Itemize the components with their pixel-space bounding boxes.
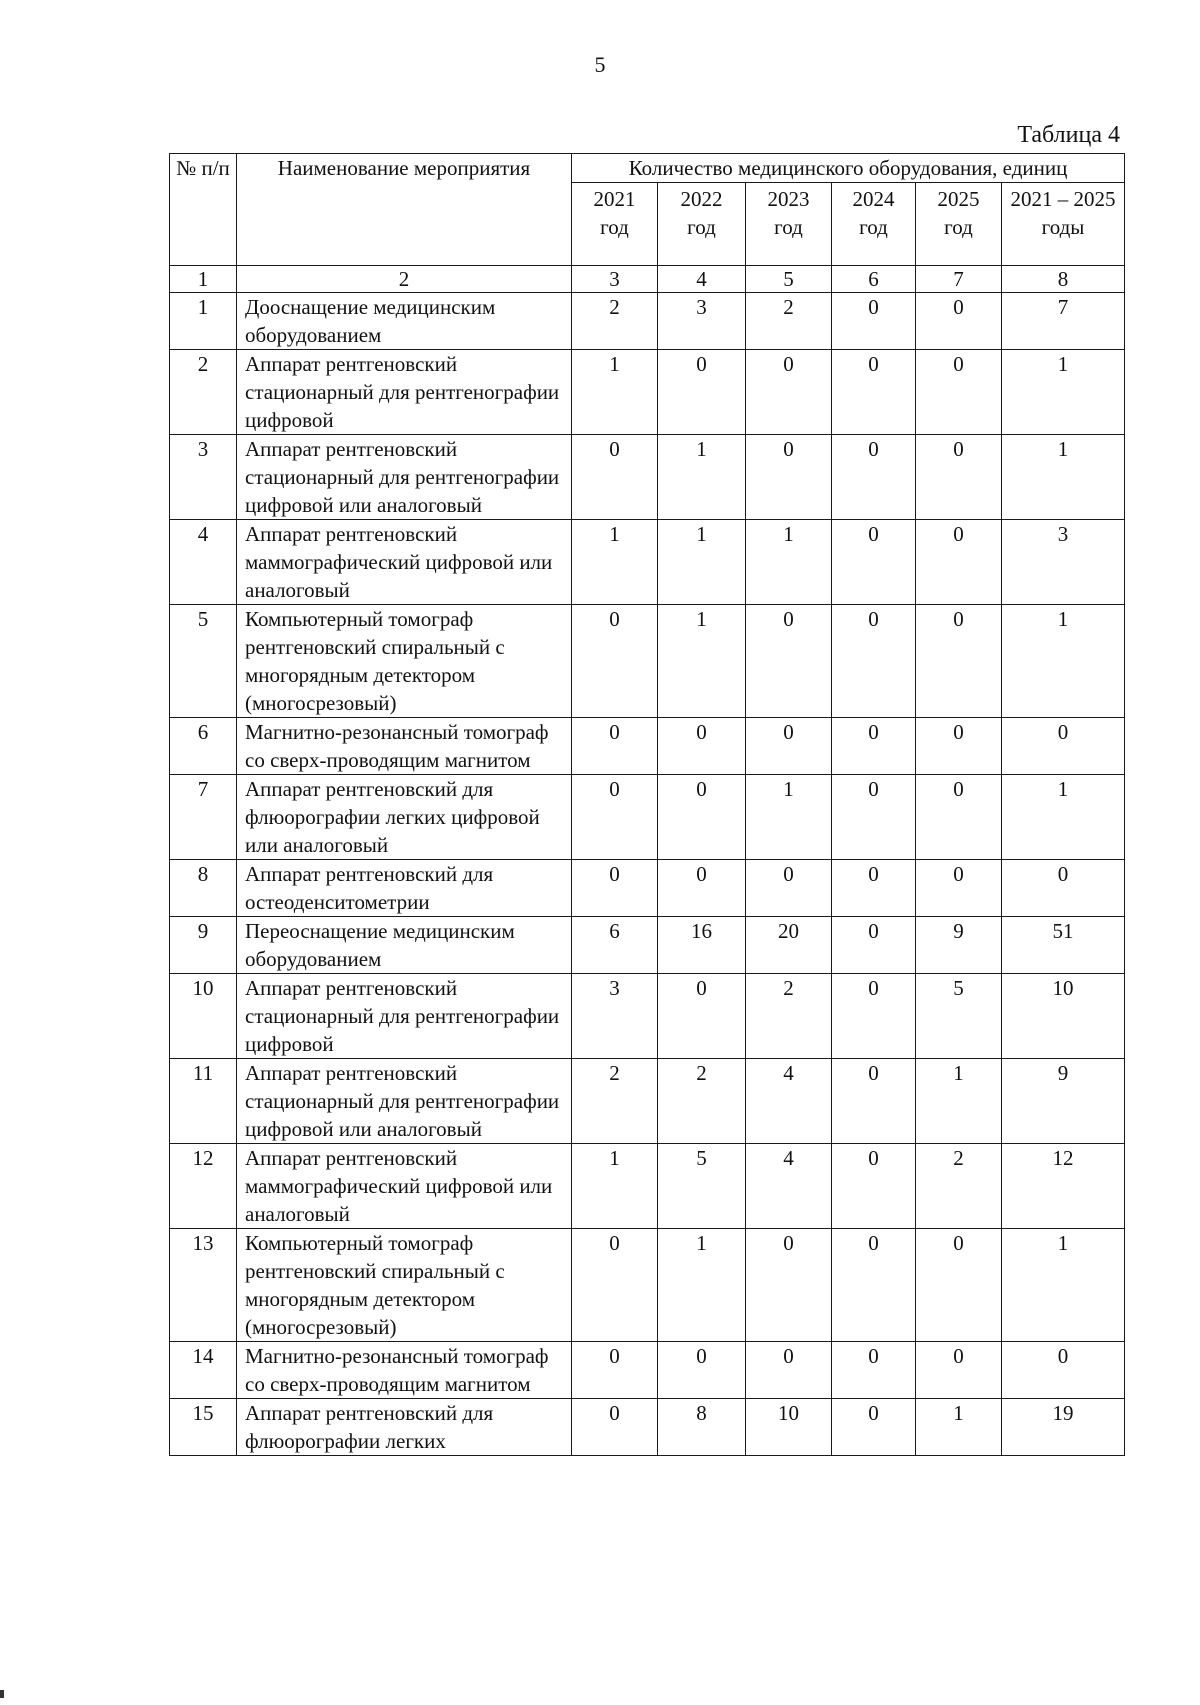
row-value: 1 (658, 435, 746, 520)
row-value: 0 (916, 605, 1002, 718)
header-year-2021: 2021 год (572, 183, 658, 266)
row-value: 0 (916, 860, 1002, 917)
row-value: 5 (916, 974, 1002, 1059)
row-number: 1 (170, 293, 237, 350)
row-value: 2 (916, 1144, 1002, 1229)
row-name: Компьютерный томограф рентгеновский спиральный с многорядным детектором (многосрезовый) (237, 1229, 572, 1342)
column-number: 7 (916, 266, 1002, 293)
row-name: Аппарат рентгеновский для остеоденситометрии (237, 860, 572, 917)
table-row (170, 435, 1125, 520)
row-value: 0 (916, 520, 1002, 605)
row-name: Дооснащение медицинским оборудованием (237, 293, 572, 350)
row-value: 1 (572, 1144, 658, 1229)
row-value: 3 (1002, 520, 1125, 605)
row-value: 3 (658, 293, 746, 350)
row-value: 1 (658, 520, 746, 605)
row-value: 0 (832, 775, 916, 860)
row-value: 0 (916, 1229, 1002, 1342)
row-number: 13 (170, 1229, 237, 1342)
header-year-2024: 2024 год (832, 183, 916, 266)
equipment-table (169, 153, 1125, 1456)
row-value: 0 (832, 605, 916, 718)
table-row (170, 974, 1125, 1059)
row-value: 0 (916, 350, 1002, 435)
row-value: 0 (1002, 860, 1125, 917)
page-number: 5 (594, 52, 606, 77)
row-value: 0 (1002, 1342, 1125, 1399)
row-number: 3 (170, 435, 237, 520)
column-number: 4 (658, 266, 746, 293)
row-value: 0 (832, 1229, 916, 1342)
row-value: 0 (572, 718, 658, 775)
row-value: 2 (746, 293, 832, 350)
row-value: 0 (746, 718, 832, 775)
column-number: 8 (1002, 266, 1125, 293)
row-value: 1 (916, 1059, 1002, 1144)
row-name: Аппарат рентгеновский маммографический цифровой или аналоговый (237, 520, 572, 605)
row-value: 10 (746, 1399, 832, 1456)
row-value: 4 (746, 1059, 832, 1144)
row-value: 0 (916, 718, 1002, 775)
column-number-row (170, 266, 1125, 293)
row-value: 12 (1002, 1144, 1125, 1229)
row-value: 1 (1002, 1229, 1125, 1342)
column-number: 3 (572, 266, 658, 293)
row-number: 5 (170, 605, 237, 718)
row-name: Магнитно-резонансный томограф со сверх-проводящим магнитом (237, 718, 572, 775)
row-value: 1 (572, 350, 658, 435)
row-value: 0 (832, 350, 916, 435)
row-value: 0 (572, 1342, 658, 1399)
row-value: 2 (572, 293, 658, 350)
header-name: Наименование мероприятия (237, 154, 572, 266)
row-value: 1 (572, 520, 658, 605)
row-value: 9 (1002, 1059, 1125, 1144)
row-value: 0 (832, 860, 916, 917)
row-value: 0 (658, 860, 746, 917)
table-row (170, 605, 1125, 718)
row-number: 10 (170, 974, 237, 1059)
row-number: 7 (170, 775, 237, 860)
table-row (170, 293, 1125, 350)
table-row (170, 1342, 1125, 1399)
row-value: 1 (746, 520, 832, 605)
row-value: 0 (746, 605, 832, 718)
header-group: Количество медицинского оборудования, единиц (572, 154, 1125, 183)
row-value: 0 (658, 1342, 746, 1399)
row-value: 0 (832, 1144, 916, 1229)
header-year-total: 2021 – 2025 годы (1002, 183, 1125, 266)
header-year-2025: 2025 год (916, 183, 1002, 266)
row-value: 10 (1002, 974, 1125, 1059)
row-name: Магнитно-резонансный томограф со сверх-проводящим магнитом (237, 1342, 572, 1399)
table-row (170, 1059, 1125, 1144)
row-number: 8 (170, 860, 237, 917)
row-name: Аппарат рентгеновский стационарный для рентгенографии цифровой или аналоговый (237, 435, 572, 520)
table-row (170, 1144, 1125, 1229)
row-value: 0 (572, 1399, 658, 1456)
row-name: Переоснащение медицинским оборудованием (237, 917, 572, 974)
row-number: 4 (170, 520, 237, 605)
row-value: 2 (746, 974, 832, 1059)
table-row (170, 917, 1125, 974)
row-value: 0 (1002, 718, 1125, 775)
column-number: 6 (832, 266, 916, 293)
row-number: 12 (170, 1144, 237, 1229)
row-value: 6 (572, 917, 658, 974)
table-row (170, 1399, 1125, 1456)
header-year-2022: 2022 год (658, 183, 746, 266)
table-row (170, 1229, 1125, 1342)
row-value: 0 (572, 435, 658, 520)
row-value: 5 (658, 1144, 746, 1229)
row-value: 0 (832, 1059, 916, 1144)
row-value: 0 (832, 917, 916, 974)
row-value: 0 (572, 1229, 658, 1342)
row-value: 0 (832, 293, 916, 350)
row-name: Аппарат рентгеновский маммографический цифровой или аналоговый (237, 1144, 572, 1229)
row-value: 0 (832, 974, 916, 1059)
row-value: 9 (916, 917, 1002, 974)
row-number: 9 (170, 917, 237, 974)
row-value: 3 (572, 974, 658, 1059)
row-value: 0 (916, 775, 1002, 860)
row-value: 2 (572, 1059, 658, 1144)
row-name: Аппарат рентгеновский стационарный для рентгенографии цифровой или аналоговый (237, 1059, 572, 1144)
column-number: 5 (746, 266, 832, 293)
column-number: 1 (170, 266, 237, 293)
row-value: 0 (572, 775, 658, 860)
row-value: 0 (658, 350, 746, 435)
row-value: 0 (746, 860, 832, 917)
row-value: 51 (1002, 917, 1125, 974)
row-value: 7 (1002, 293, 1125, 350)
row-name: Аппарат рентгеновский стационарный для рентгенографии цифровой (237, 974, 572, 1059)
row-value: 0 (658, 718, 746, 775)
table-row (170, 520, 1125, 605)
row-name: Аппарат рентгеновский для флюорографии легких (237, 1399, 572, 1456)
row-value: 1 (916, 1399, 1002, 1456)
row-value: 0 (746, 350, 832, 435)
row-name: Компьютерный томограф рентгеновский спиральный с многорядным детектором (многосрезовый) (237, 605, 572, 718)
table-body (170, 266, 1125, 1456)
row-value: 0 (832, 520, 916, 605)
row-value: 0 (658, 974, 746, 1059)
row-value: 0 (572, 605, 658, 718)
row-value: 0 (832, 435, 916, 520)
row-value: 1 (1002, 605, 1125, 718)
row-value: 0 (746, 435, 832, 520)
header-row-1 (170, 154, 1125, 183)
table-label: Таблица 4 (1017, 122, 1120, 148)
row-value: 16 (658, 917, 746, 974)
table-row (170, 718, 1125, 775)
row-value: 1 (1002, 775, 1125, 860)
row-name: Аппарат рентгеновский стационарный для рентгенографии цифровой (237, 350, 572, 435)
table-row (170, 860, 1125, 917)
row-value: 20 (746, 917, 832, 974)
row-number: 6 (170, 718, 237, 775)
row-value: 0 (916, 1342, 1002, 1399)
row-value: 0 (572, 860, 658, 917)
row-value: 1 (658, 605, 746, 718)
row-name: Аппарат рентгеновский для флюорографии легких цифровой или аналоговый (237, 775, 572, 860)
row-value: 0 (746, 1229, 832, 1342)
column-number: 2 (237, 266, 572, 293)
row-value: 2 (658, 1059, 746, 1144)
table-row (170, 350, 1125, 435)
row-value: 0 (916, 435, 1002, 520)
row-value: 0 (832, 1342, 916, 1399)
row-value: 0 (832, 1399, 916, 1456)
row-value: 1 (746, 775, 832, 860)
row-value: 8 (658, 1399, 746, 1456)
row-value: 0 (832, 718, 916, 775)
row-value: 4 (746, 1144, 832, 1229)
table-row (170, 775, 1125, 860)
row-value: 19 (1002, 1399, 1125, 1456)
row-value: 1 (1002, 350, 1125, 435)
header-num: № п/п (170, 154, 237, 266)
row-number: 14 (170, 1342, 237, 1399)
row-number: 15 (170, 1399, 237, 1456)
row-value: 0 (658, 775, 746, 860)
row-value: 1 (1002, 435, 1125, 520)
row-number: 2 (170, 350, 237, 435)
row-value: 0 (916, 293, 1002, 350)
row-number: 11 (170, 1059, 237, 1144)
scan-mark (0, 1690, 4, 1698)
row-value: 0 (746, 1342, 832, 1399)
row-value: 1 (658, 1229, 746, 1342)
header-year-2023: 2023 год (746, 183, 832, 266)
